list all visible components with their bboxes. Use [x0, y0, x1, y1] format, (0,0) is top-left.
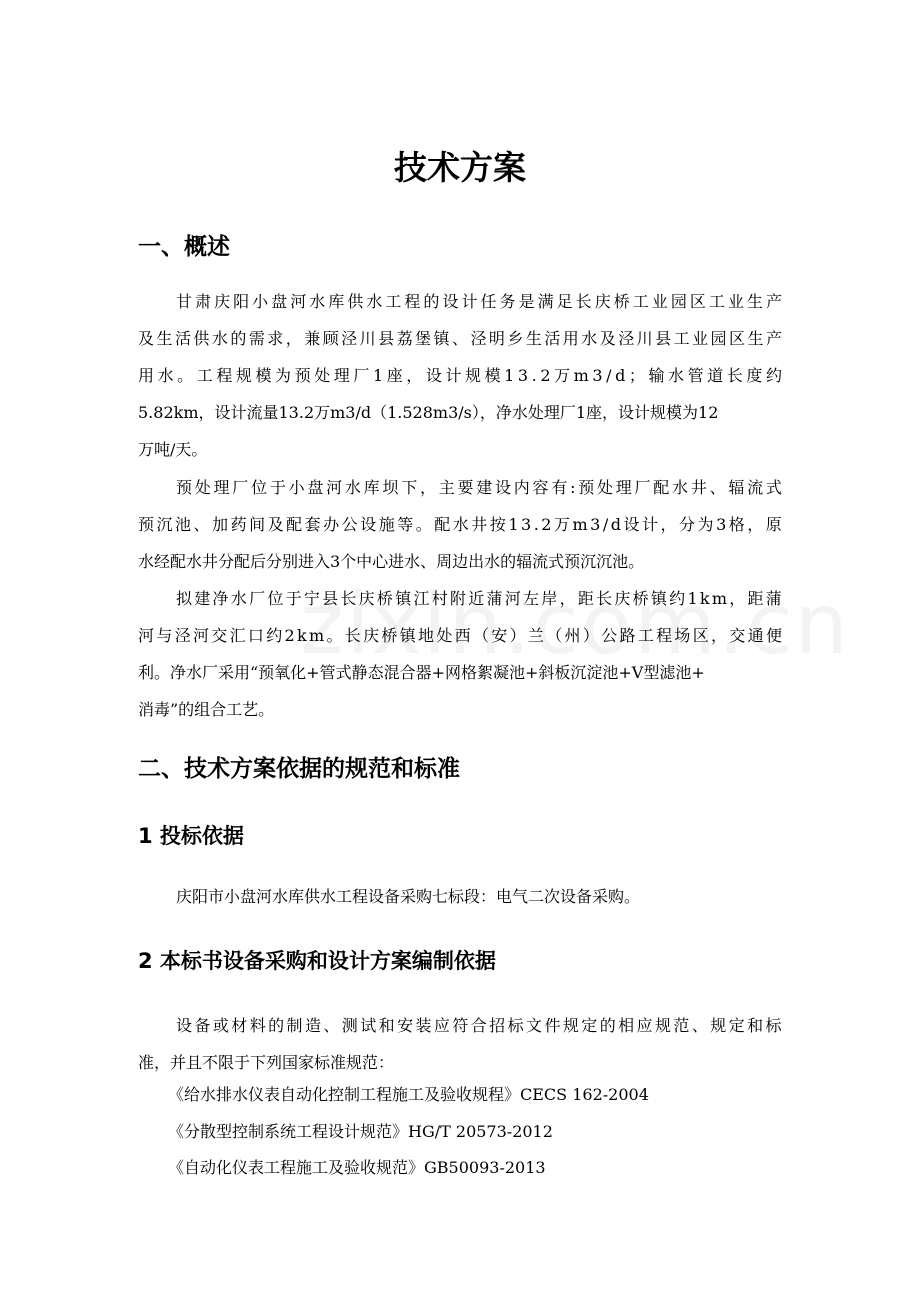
paragraph-line: 5.82km，设计流量13.2万m3/d（1.528m3/s），净水处理厂1座，设计规模为12: [138, 403, 719, 422]
standard-item: 《自动化仪表工程施工及验收规范》GB50093-2013: [168, 1158, 546, 1177]
paragraph-line: 庆阳市小盘河水库供水工程设备采购七标段：电气二次设备采购。: [176, 887, 641, 906]
page-title: 技术方案: [394, 148, 526, 187]
paragraph-line: 拟 建 净 水 厂 位 于 宁 县 长 庆 桥 镇 江 村 附 近 蒲 河 左 岸 ， 距 长 庆 桥 镇 约 1 k m ， 距 蒲: [176, 589, 782, 608]
section-heading-overview: 一、概述: [138, 234, 230, 260]
subsection-heading-bid-basis: 1 投标依据: [138, 824, 244, 848]
standard-item: 《分散型控制系统工程设计规范》HG/T 20573-2012: [168, 1122, 553, 1141]
paragraph-line: 准，并且不限于下列国家标准规范：: [138, 1053, 395, 1072]
paragraph-line: 万吨/天。: [138, 440, 208, 459]
paragraph-line: 消毒”的组合工艺。: [138, 700, 275, 719]
paragraph-line: 预 处 理 厂 位 于 小 盘 河 水 库 坝 下 ， 主 要 建 设 内 容 有 : 预 处 理 厂 配 水 井 、 辐 流 式: [176, 478, 782, 497]
paragraph-line: 河 与 泾 河 交 汇 口 约 2 k m 。 长 庆 桥 镇 地 处 西 （ 安 ） 兰 （ 州 ） 公 路 工 程 场 区 ， 交 通 便: [138, 626, 782, 645]
paragraph-line: 利。净水厂采用“预氧化+管式静态混合器+网格絮凝池+斜板沉淀池+V型滤池+: [138, 663, 705, 682]
section-heading-standards: 二、技术方案依据的规范和标准: [138, 756, 460, 782]
paragraph-line: 用 水 。 工 程 规 模 为 预 处 理 厂 1 座 ， 设 计 规 模 1 3 . 2 万 m 3 / d ； 输 水 管 道 长 度 约: [138, 366, 782, 385]
subsection-heading-procurement-basis: 2 本标书设备采购和设计方案编制依据: [138, 949, 496, 973]
paragraph-line: 及 生 活 供 水 的 需 求 ， 兼 顾 泾 川 县 荔 堡 镇 、 泾 明 乡 生 活 用 水 及 泾 川 县 工 业 园 区 生 产: [138, 329, 782, 348]
paragraph-line: 预 沉 池 、 加 药 间 及 配 套 办 公 设 施 等 。 配 水 井 按 1 3 . 2 万 m 3 / d 设 计 ， 分 为 3 格 ， 原: [138, 515, 782, 534]
paragraph-line: 设 备 或 材 料 的 制 造 、 测 试 和 安 装 应 符 合 招 标 文 件 规 定 的 相 应 规 范 、 规 定 和 标: [176, 1016, 782, 1035]
paragraph-line: 甘 肃 庆 阳 小 盘 河 水 库 供 水 工 程 的 设 计 任 务 是 满 足 长 庆 桥 工 业 园 区 工 业 生 产: [176, 292, 782, 311]
standard-item: 《给水排水仪表自动化控制工程施工及验收规程》CECS 162-2004: [168, 1085, 649, 1104]
paragraph-line: 水经配水井分配后分别进入3个中心进水、周边出水的辐流式预沉沉池。: [138, 552, 645, 571]
